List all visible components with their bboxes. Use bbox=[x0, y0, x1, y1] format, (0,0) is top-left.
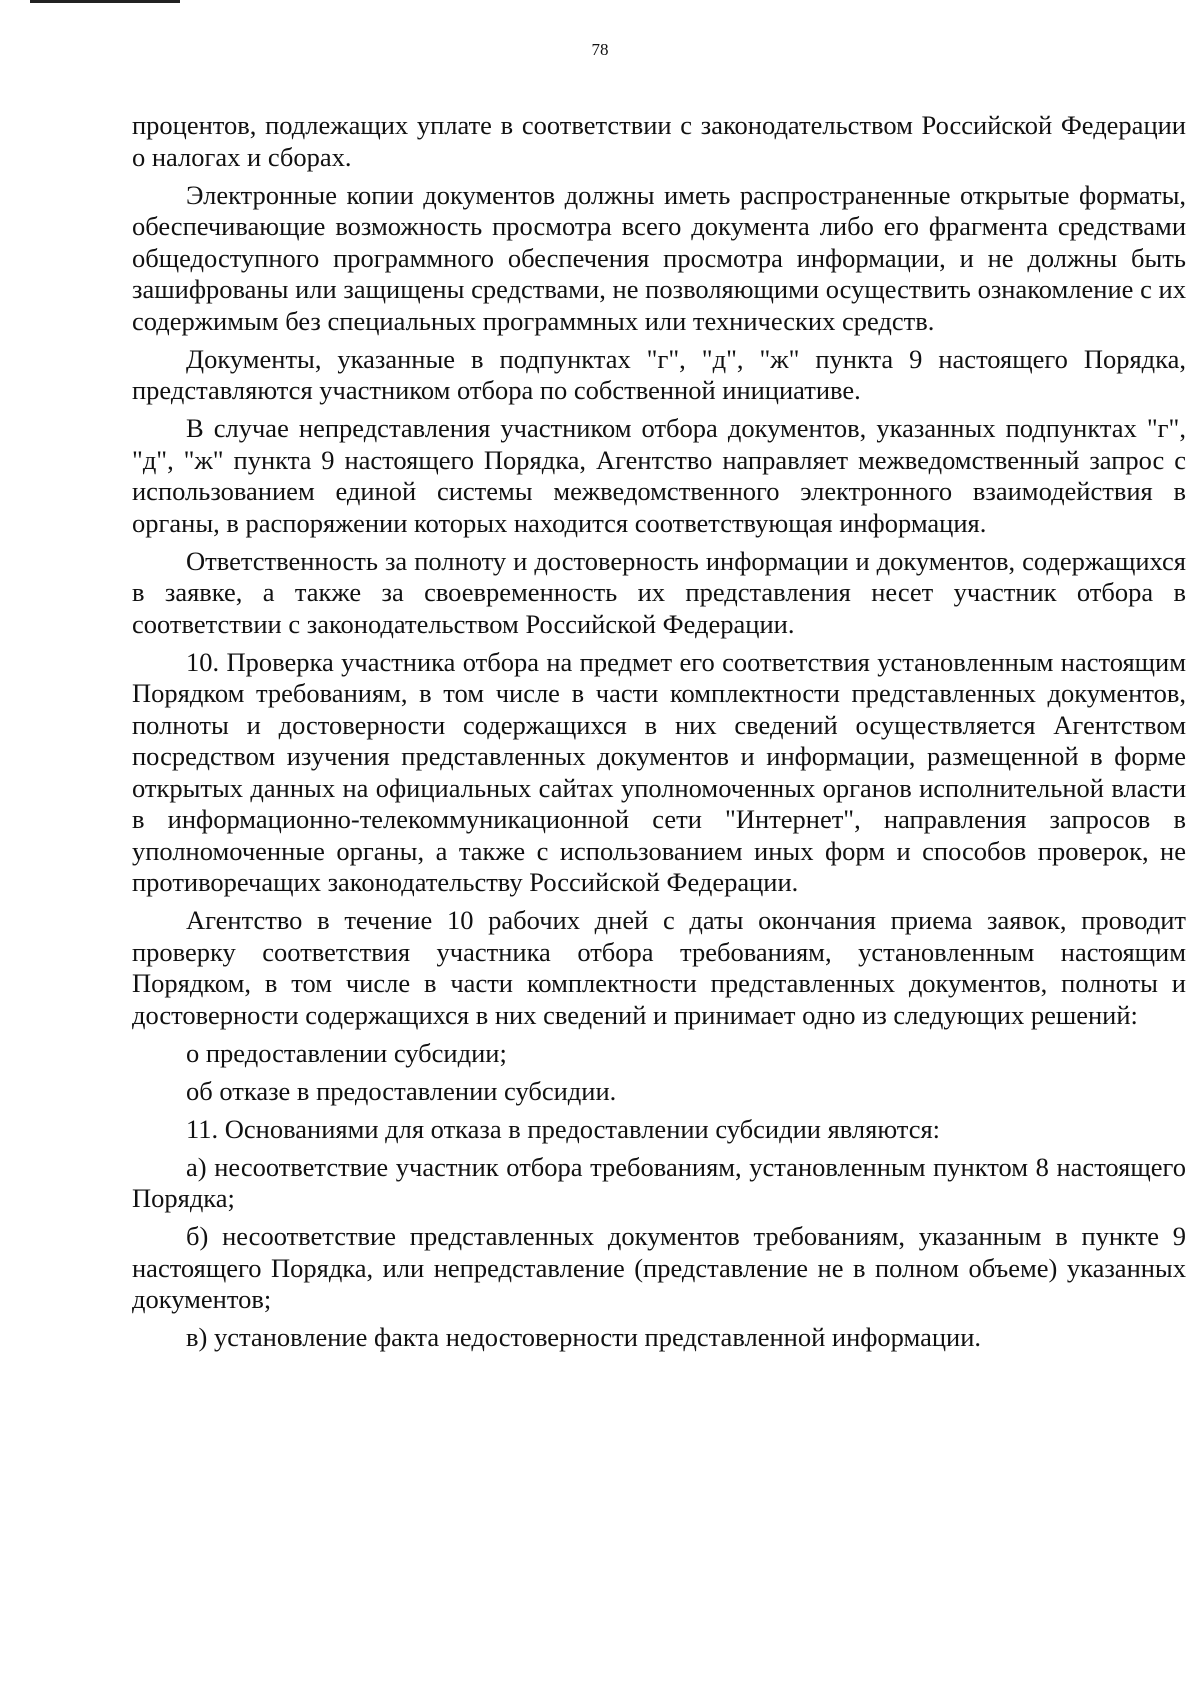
paragraph-interdepartmental-request: В случае непредставления участником отбора документов, указанных подпунктах "г", "д", "ж" пункта 9 настоящего Порядка, Агентство направляет межведомственный запрос с использованием единой системы межведомственного электронного взаимодействия в органы, в распоряжении которых находится соответствующая информация. bbox=[132, 413, 1186, 538]
paragraph-decision-grant: о предоставлении субсидии; bbox=[186, 1037, 507, 1068]
paragraph-documents-initiative: Документы, указанные в подпунктах "г", "д", "ж" пункта 9 настоящего Порядка, представляются участником отбора по собственной инициативе. bbox=[132, 343, 1186, 405]
paragraph-electronic-copies: Электронные копии документов должны иметь распространенные открытые форматы, обеспечивающие возможность просмотра всего документа либо его фрагмента средствами общедоступного программного обеспечения просмотра информации, и не должны быть зашифрованы или защищены средствами, не позволяющими осуществить ознакомление с их содержимым без специальных программных или технических средств. bbox=[132, 179, 1186, 336]
document-body bbox=[132, 110, 1186, 1360]
paragraph-responsibility: Ответственность за полноту и достоверность информации и документов, содержащихся в заявке, а также за своевременность их представления несет участник отбора в соответствии с законодательством Российской Федерации. bbox=[132, 545, 1186, 639]
paragraph-item-11-c: в) установление факта недостоверности представленной информации. bbox=[186, 1322, 982, 1352]
paragraph-agency-review: Агентство в течение 10 рабочих дней с даты окончания приема заявок, проводит проверку соответствия участника отбора требованиям, установленным настоящим Порядком, в том числе в части комплектности представленных документов, полноты и достоверности содержащихся в них сведений и принимает одно из следующих решений: bbox=[132, 905, 1186, 1030]
paragraph-item-10: 10. Проверка участника отбора на предмет его соответствия установленным настоящим Порядком требованиям, в том числе в части комплектности представленных документов, полноты и достоверности содержащихся в них сведений осуществляется Агентством посредством изучения представленных документов и информации, размещенной в форме открытых данных на официальных сайтах уполномоченных органов исполнительной власти в информационно-телекоммуникационной сети "Интернет", направления запросов в уполномоченные органы, а также с использованием иных форм и способов проверок, не противоречащих законодательству Российской Федерации. bbox=[132, 646, 1186, 897]
paragraph-decision-refusal: об отказе в предоставлении субсидии. bbox=[186, 1075, 617, 1106]
paragraph-continuation: процентов, подлежащих уплате в соответствии с законодательством Российской Федерации о налогах и сборах. bbox=[132, 110, 1186, 172]
page-number: 78 bbox=[591, 40, 609, 59]
paragraph-item-11-b: б) несоответствие представленных документов требованиям, указанным в пункте 9 настоящего Порядка, или непредставление (представление не в полном объеме) указанных документов; bbox=[132, 1221, 1186, 1314]
scan-corner-line bbox=[30, 0, 180, 3]
paragraph-item-11-a: а) несоответствие участник отбора требованиям, установленным пунктом 8 настоящего Порядка; bbox=[132, 1151, 1186, 1213]
paragraph-item-11: 11. Основаниями для отказа в предоставлении субсидии являются: bbox=[186, 1113, 941, 1144]
